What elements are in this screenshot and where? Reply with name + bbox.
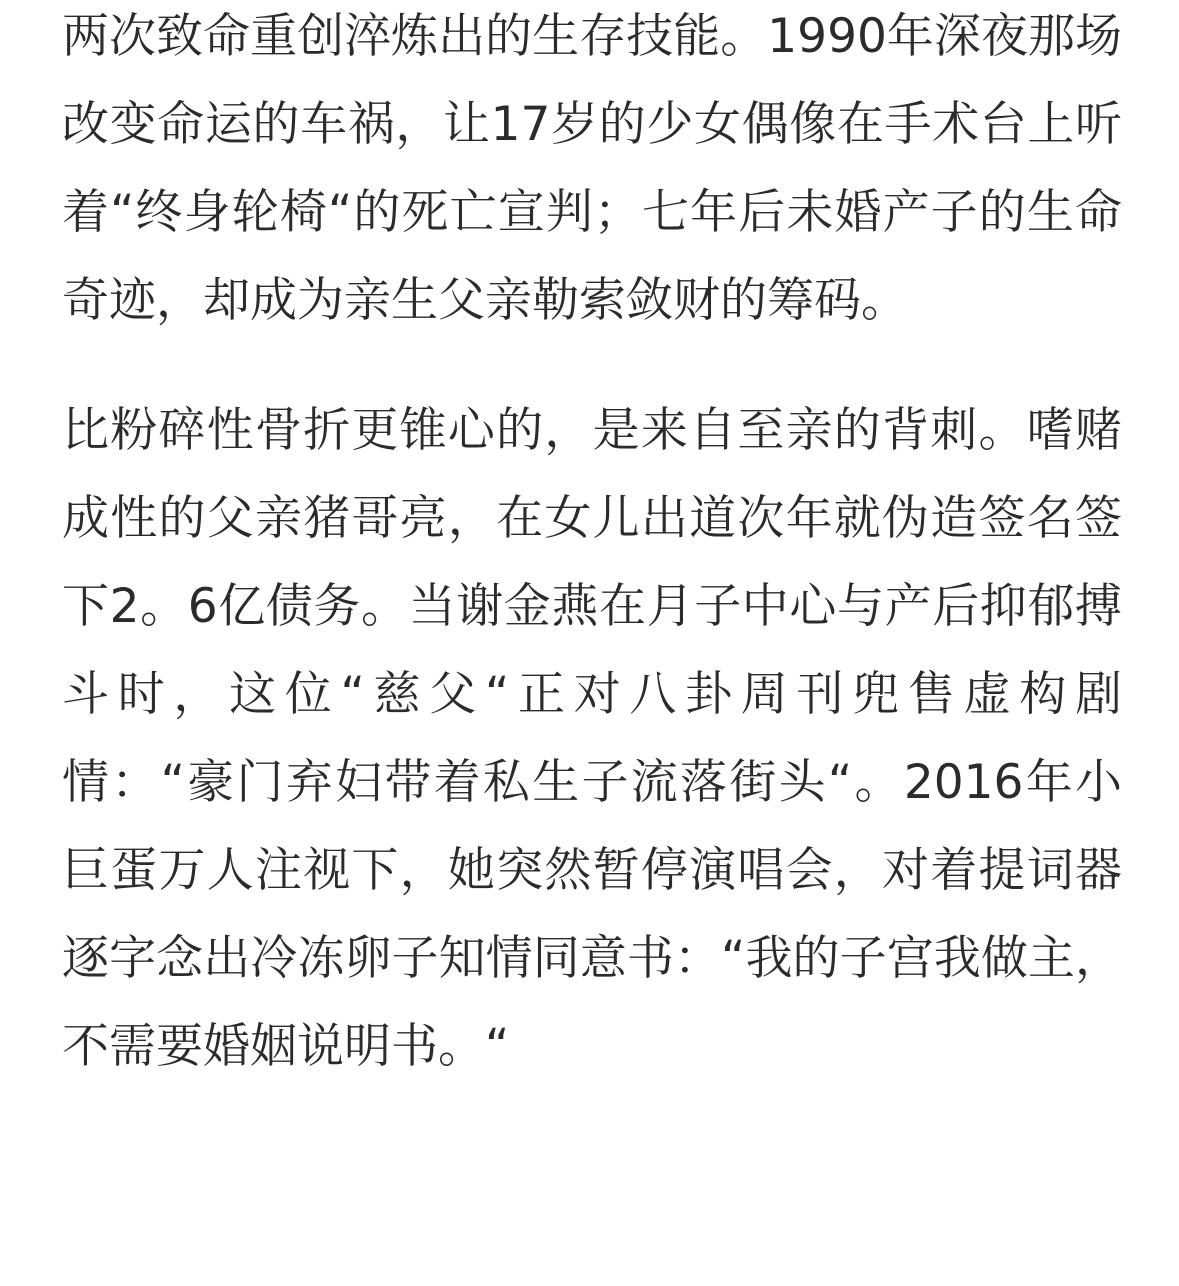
article-paragraph: 两次致命重创淬炼出的生存技能。1990年深夜那场改变命运的车祸，让17岁的少女偶像在手术台上听着“终身轮椅“的死亡宣判；七年后未婚产子的生命奇迹，却成为亲生父亲勒索敛财的筹码。: [62, 9, 1122, 328]
article-paragraph: 比粉碎性骨折更锥心的，是来自至亲的背刺。嗜赌成性的父亲猪哥亮，在女儿出道次年就伪造签名签下2。6亿债务。当谢金燕在月子中心与产后抑郁搏斗时，这位“慈父“正对八卦周刊兜售虚构剧情：“豪门弃妇带着私生子流落街头“。2016年小巨蛋万人注视下，她突然暂停演唱会，对着提词器逐字念出冷冻卵子知情同意书：“我的子宫我做主，不需要婚姻说明书。“: [62, 403, 1122, 1074]
article-body: [62, 0, 1122, 1091]
